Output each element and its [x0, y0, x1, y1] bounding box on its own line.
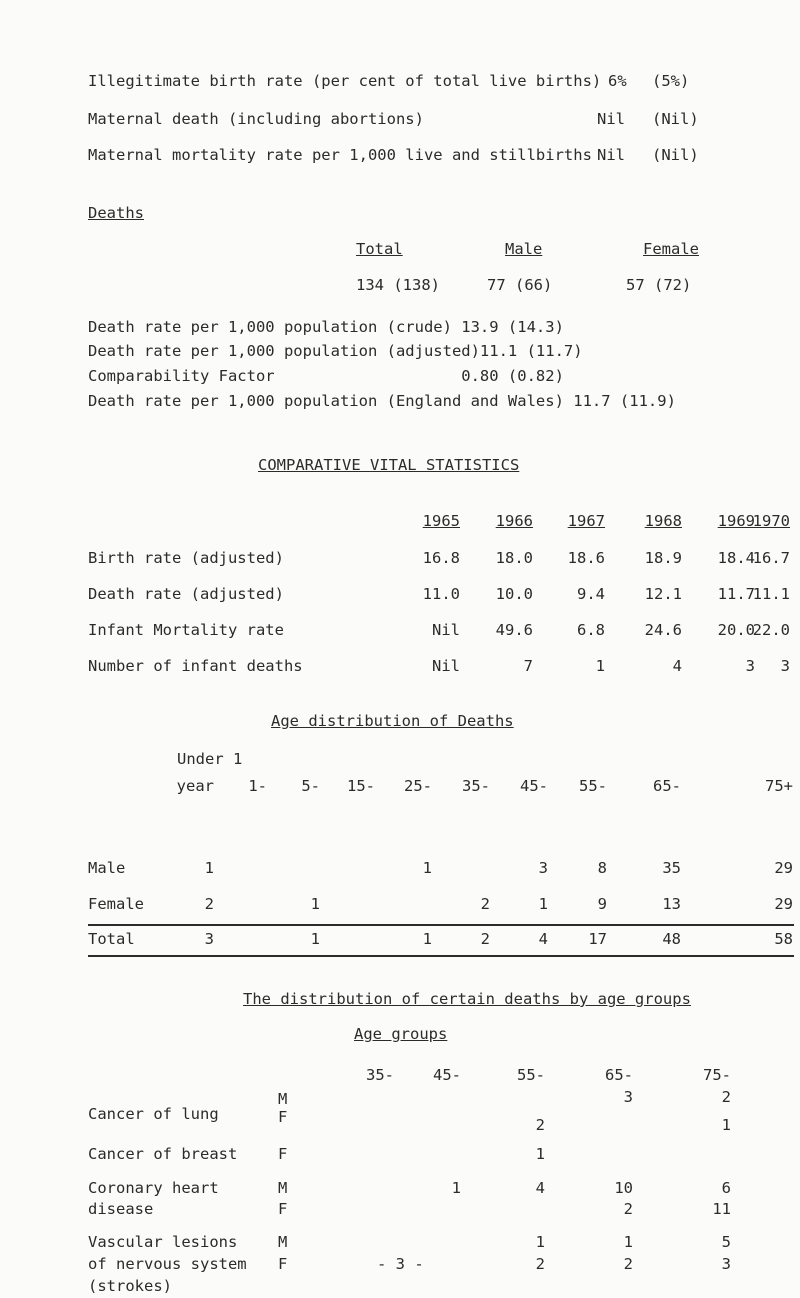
year-1968: 1968: [644, 512, 682, 530]
comparative-cell: 18.6: [567, 549, 605, 567]
age-group-header: 45-: [433, 1066, 461, 1084]
age-row-label-total: Total: [88, 930, 135, 948]
deaths-male: 77 (66): [487, 276, 553, 294]
certain-deaths-cell: 1: [535, 1233, 545, 1251]
comparative-cell: 22.0: [752, 621, 790, 639]
certain-deaths-cell: 2: [535, 1116, 545, 1134]
cause-label: (strokes): [88, 1277, 172, 1295]
age-cell: 13: [662, 895, 681, 913]
age-row-label-female: Female: [88, 895, 144, 913]
sex-marker: F: [278, 1108, 288, 1126]
cause-label: Cancer of breast: [88, 1145, 238, 1163]
sex-marker: F: [278, 1145, 288, 1163]
age-header: 75+: [765, 777, 793, 795]
comparative-cell: 4: [672, 657, 682, 675]
maternal-mortality-label: Maternal mortality rate per 1,000 live and stillbirths: [88, 146, 592, 164]
deaths-col-male: Male: [505, 240, 543, 258]
sex-marker: F: [278, 1255, 288, 1273]
certain-deaths-cell: 1: [535, 1145, 545, 1163]
comparative-cell: 24.6: [644, 621, 682, 639]
row-label-infant-mortality: Infant Mortality rate: [88, 621, 284, 639]
comparative-cell: 16.7: [752, 549, 790, 567]
row-label-infant-deaths: Number of infant deaths: [88, 657, 303, 675]
deaths-col-total: Total: [356, 240, 403, 258]
year-1966: 1966: [495, 512, 533, 530]
comparative-cell: 6.8: [577, 621, 605, 639]
certain-deaths-cell: 2: [535, 1255, 545, 1273]
comparative-cell: 1: [595, 657, 605, 675]
comparative-cell: 20.0: [717, 621, 755, 639]
certain-deaths-cell: 6: [721, 1179, 731, 1197]
cause-label: disease: [88, 1200, 154, 1218]
age-cell: 1: [204, 859, 214, 877]
year-1970: 1970: [752, 512, 790, 530]
certain-deaths-cell: 2: [623, 1255, 633, 1273]
crude-death-rate: Death rate per 1,000 population (crude) 13.9 (14.3): [88, 318, 564, 336]
certain-deaths-cell: 2: [721, 1088, 731, 1106]
age-cell: 1: [538, 895, 548, 913]
age-header: 25-: [404, 777, 432, 795]
maternal-death-label: Maternal death (including abortions): [88, 110, 424, 128]
year-1969: 1969: [717, 512, 755, 530]
comparative-cell: 9.4: [577, 585, 605, 603]
comparative-cell: 3: [745, 657, 755, 675]
comparative-cell: 18.0: [495, 549, 533, 567]
comparative-cell: 18.9: [644, 549, 682, 567]
comparative-cell: 49.6: [495, 621, 533, 639]
age-header: 1-: [248, 777, 267, 795]
cause-label: of nervous system: [88, 1255, 247, 1273]
age-header: 65-: [653, 777, 681, 795]
adjusted-death-rate: Death rate per 1,000 population (adjusted)11.1 (11.7): [88, 342, 583, 360]
cause-label: Cancer of lung: [88, 1105, 219, 1123]
deaths-heading: Deaths: [88, 204, 144, 222]
cause-label: Coronary heart: [88, 1179, 219, 1197]
age-row-label-male: Male: [88, 859, 126, 877]
certain-deaths-cell: 1: [451, 1179, 461, 1197]
age-cell: 8: [597, 859, 607, 877]
certain-deaths-cell: 1: [721, 1116, 731, 1134]
maternal-mortality-value: Nil: [597, 146, 625, 164]
age-cell: 17: [588, 930, 607, 948]
england-wales-death-rate: Death rate per 1,000 population (England and Wales) 11.7 (11.9): [88, 392, 676, 410]
certain-deaths-cell: 5: [721, 1233, 731, 1251]
age-distribution-title: Age distribution of Deaths: [271, 712, 514, 730]
age-cell: 58: [774, 930, 793, 948]
comparative-cell: 3: [780, 657, 790, 675]
deaths-total: 134 (138): [356, 276, 440, 294]
age-header: 55-: [579, 777, 607, 795]
age-cell: 3: [538, 859, 548, 877]
age-header: 45-: [520, 777, 548, 795]
comparability-factor: Comparability Factor 0.80 (0.82): [88, 367, 564, 385]
age-cell: 48: [662, 930, 681, 948]
comparative-cell: 11.0: [422, 585, 460, 603]
deaths-col-female: Female: [643, 240, 699, 258]
certain-deaths-cell: 11: [712, 1200, 731, 1218]
age-groups-subtitle: Age groups: [354, 1025, 448, 1043]
maternal-death-prev: (Nil): [652, 110, 699, 128]
maternal-death-value: Nil: [597, 110, 625, 128]
sex-marker: M: [278, 1179, 288, 1197]
illegitimate-birth-rate-value: 6%: [608, 72, 627, 90]
age-header: year: [176, 777, 214, 795]
age-cell: 3: [204, 930, 214, 948]
age-group-header: 75-: [703, 1066, 731, 1084]
comparative-cell: 7: [523, 657, 533, 675]
comparative-cell: 11.1: [752, 585, 790, 603]
sex-marker: F: [278, 1200, 288, 1218]
comparative-cell: 10.0: [495, 585, 533, 603]
age-header: 15-: [347, 777, 375, 795]
comparative-cell: 12.1: [644, 585, 682, 603]
year-1967: 1967: [567, 512, 605, 530]
age-cell: 1: [422, 859, 432, 877]
age-group-header: 65-: [605, 1066, 633, 1084]
illegitimate-birth-rate-prev: (5%): [652, 72, 690, 90]
comparative-cell: Nil: [432, 657, 460, 675]
age-header: 5-: [301, 777, 320, 795]
year-1965: 1965: [422, 512, 460, 530]
total-top-rule: [88, 924, 794, 926]
age-group-header: 35-: [366, 1066, 394, 1084]
certain-deaths-cell: 4: [535, 1179, 545, 1197]
certain-deaths-cell: 2: [623, 1200, 633, 1218]
age-header-under-1: Under 1: [177, 750, 243, 768]
comparative-cell: 11.7: [717, 585, 755, 603]
cause-label: Vascular lesions: [88, 1233, 238, 1251]
age-cell: 1: [310, 895, 320, 913]
maternal-mortality-prev: (Nil): [652, 146, 699, 164]
deaths-female: 57 (72): [626, 276, 692, 294]
certain-deaths-title: The distribution of certain deaths by age groups: [243, 990, 691, 1008]
age-cell: 2: [480, 895, 490, 913]
comparative-cell: 18.4: [717, 549, 755, 567]
age-cell: 29: [774, 859, 793, 877]
comparative-cell: 16.8: [422, 549, 460, 567]
certain-deaths-cell: 3: [721, 1255, 731, 1273]
age-cell: 9: [597, 895, 607, 913]
age-cell: 35: [662, 859, 681, 877]
age-cell: 2: [480, 930, 490, 948]
total-bottom-rule: [88, 955, 794, 957]
age-cell: 1: [422, 930, 432, 948]
age-cell: 4: [538, 930, 548, 948]
age-group-header: 55-: [517, 1066, 545, 1084]
sex-marker: M: [278, 1090, 288, 1108]
row-label-birth-rate: Birth rate (adjusted): [88, 549, 284, 567]
row-label-death-rate: Death rate (adjusted): [88, 585, 284, 603]
comparative-title: COMPARATIVE VITAL STATISTICS: [258, 456, 520, 474]
illegitimate-birth-rate-label: Illegitimate birth rate (per cent of total live births): [88, 72, 602, 90]
certain-deaths-cell: 1: [623, 1233, 633, 1251]
certain-deaths-cell: 10: [614, 1179, 633, 1197]
sex-marker: M: [278, 1233, 288, 1251]
comparative-cell: Nil: [432, 621, 460, 639]
age-cell: 2: [204, 895, 214, 913]
page-number: - 3 -: [377, 1255, 424, 1273]
age-header: 35-: [462, 777, 490, 795]
certain-deaths-cell: 3: [623, 1088, 633, 1106]
age-cell: 29: [774, 895, 793, 913]
age-cell: 1: [310, 930, 320, 948]
